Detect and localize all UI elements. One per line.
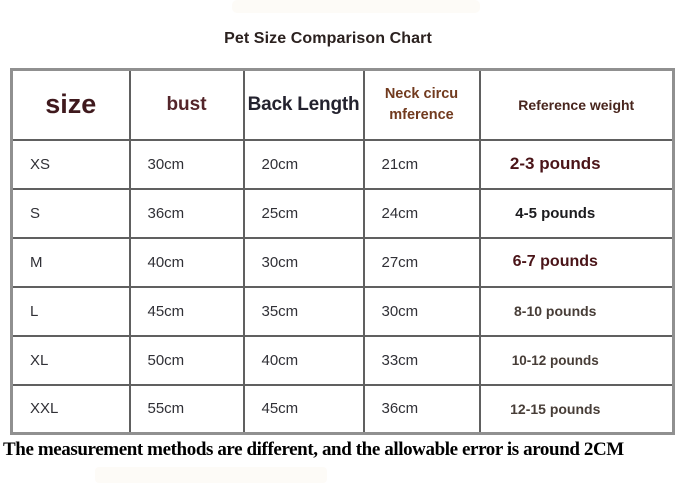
bust-cell: 36cm (130, 189, 244, 238)
table-row (12, 238, 674, 287)
back-length-cell: 35cm (244, 287, 364, 336)
neck-cell: 21cm (364, 140, 480, 189)
column-header-size: size (12, 70, 130, 140)
size-cell: XXL (12, 385, 130, 434)
size-cell: M (12, 238, 130, 287)
neck-cell: 36cm (364, 385, 480, 434)
faint-top-highlight (232, 0, 480, 13)
pet-size-table (10, 68, 675, 435)
size-cell: XL (12, 336, 130, 385)
table-row (12, 140, 674, 189)
neck-cell: 24cm (364, 189, 480, 238)
column-header-bust: bust (130, 70, 244, 140)
neck-cell: 33cm (364, 336, 480, 385)
page-title: Pet Size Comparison Chart (224, 30, 432, 47)
weight-cell: 2-3 pounds (480, 140, 674, 189)
weight-cell: 12-15 pounds (480, 385, 674, 434)
weight-cell: 8-10 pounds (480, 287, 674, 336)
table-row (12, 385, 674, 434)
bust-cell: 50cm (130, 336, 244, 385)
faint-bottom-highlight (95, 467, 327, 483)
back-length-cell: 20cm (244, 140, 364, 189)
size-cell: S (12, 189, 130, 238)
column-header-back-length: Back Length (244, 70, 364, 140)
back-length-cell: 30cm (244, 238, 364, 287)
weight-cell: 6-7 pounds (480, 238, 674, 287)
back-length-cell: 25cm (244, 189, 364, 238)
neck-cell: 27cm (364, 238, 480, 287)
size-cell: XS (12, 140, 130, 189)
size-cell: L (12, 287, 130, 336)
bust-cell: 30cm (130, 140, 244, 189)
table-header-row (12, 70, 674, 140)
bust-cell: 45cm (130, 287, 244, 336)
table-row (12, 189, 674, 238)
column-header-neck-circumference: Neck circu mference (364, 70, 480, 140)
table-row (12, 336, 674, 385)
bust-cell: 40cm (130, 238, 244, 287)
weight-cell: 10-12 pounds (480, 336, 674, 385)
table-row (12, 287, 674, 336)
back-length-cell: 40cm (244, 336, 364, 385)
bust-cell: 55cm (130, 385, 244, 434)
column-header-reference-weight: Reference weight (480, 70, 674, 140)
neck-cell: 30cm (364, 287, 480, 336)
weight-cell: 4-5 pounds (480, 189, 674, 238)
back-length-cell: 45cm (244, 385, 364, 434)
measurement-disclaimer-note: The measurement methods are different, and the allowable error is around 2CM (3, 439, 624, 460)
